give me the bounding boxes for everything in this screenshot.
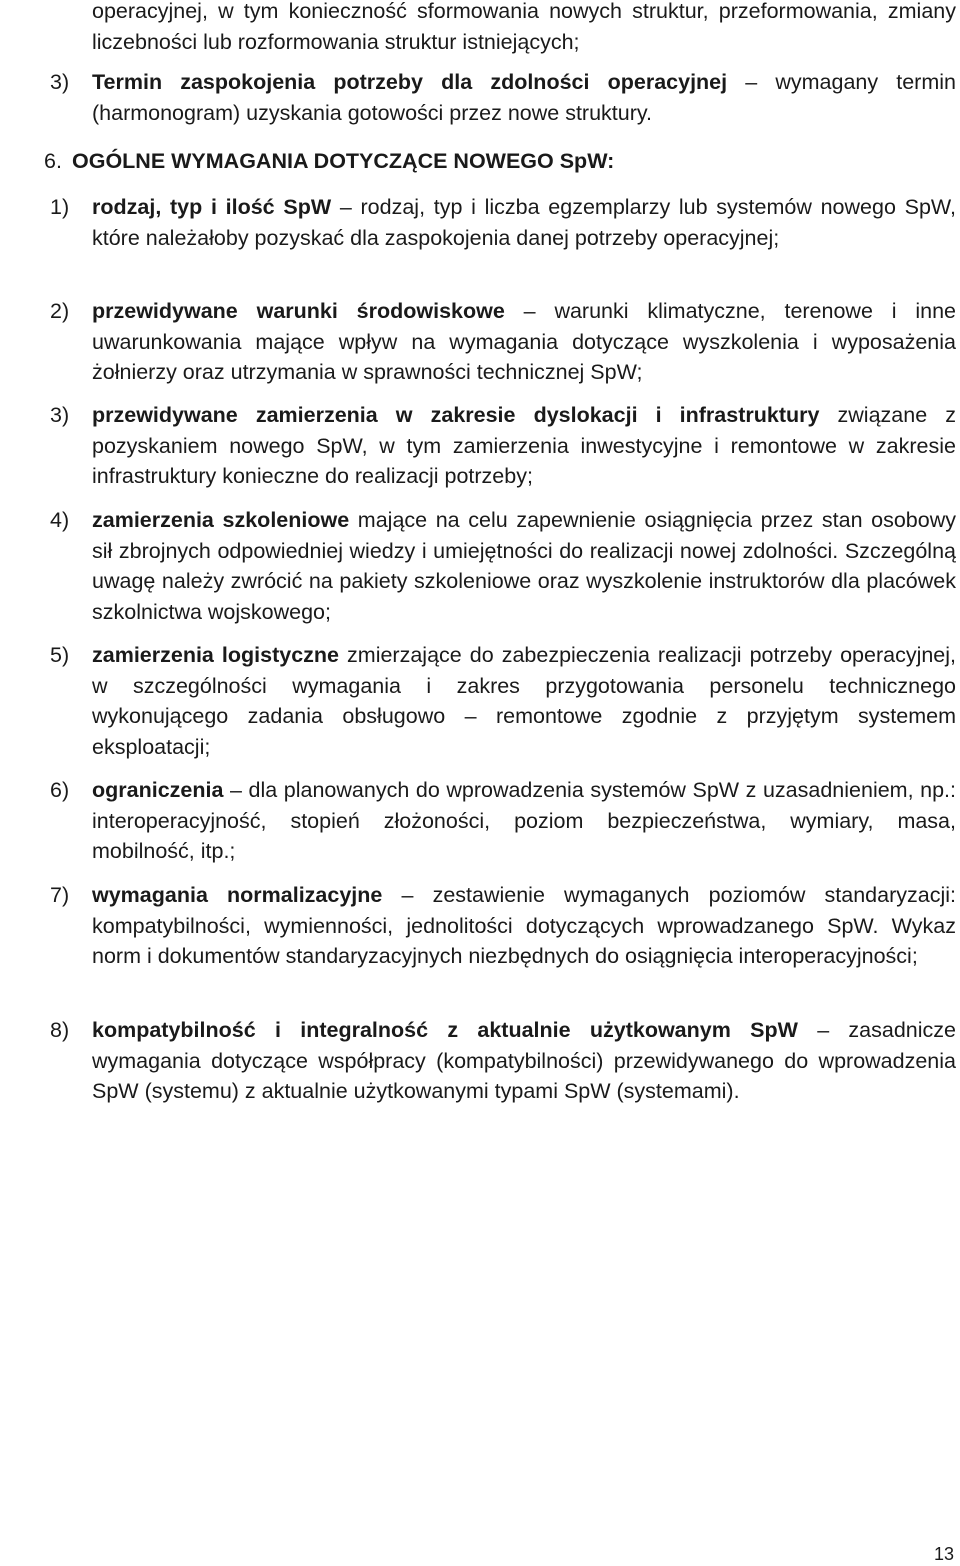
item-7 (92, 880, 956, 972)
item-6 (92, 775, 956, 867)
item-5-term: zamierzenia logistyczne (92, 643, 340, 667)
section-number: 6. (44, 149, 62, 173)
item-4-number: 4) (50, 508, 70, 532)
item-3 (92, 400, 956, 492)
item-5-number: 5) (50, 643, 70, 667)
item-1-term: rodzaj, typ i ilość SpW (92, 195, 332, 219)
item-4-term: zamierzenia szkoleniowe (92, 508, 350, 532)
item-4 (92, 505, 956, 627)
item-3-term: przewidywane zamierzenia w zakresie dyslokacji i infrastruktury (92, 403, 820, 427)
item-2-term: przewidywane warunki środowiskowe (92, 299, 505, 323)
item-3-text: związane z pozyskaniem nowego SpW, w tym zamierzenia inwestycyjne i remontowe w zakresie infrastruktury konieczne do realizacji potrzeby; (92, 403, 956, 488)
intro-item-3-term: Termin zaspokojenia potrzeby dla zdolności operacyjnej (92, 70, 728, 94)
intro-continuation (92, 0, 956, 57)
item-7-term: wymagania normalizacyjne (92, 883, 383, 907)
item-8 (92, 1015, 956, 1107)
intro-continuation-text: operacyjnej, w tym konieczność sformowania nowych struktur, przeformowania, zmiany liczebności lub rozformowania struktur istniejących; (92, 0, 956, 54)
item-7-number: 7) (50, 883, 70, 907)
item-1-text: – rodzaj, typ i liczba egzemplarzy lub systemów nowego SpW, które należałoby pozyskać dla zaspokojenia danej potrzeby operacyjnej; (92, 195, 956, 250)
item-7-text: – zestawienie wymaganych poziomów standaryzacji: kompatybilności, wymienności, jednolitości dotyczących wprowadzanego SpW. Wykaz norm i dokumentów standaryzacyjnych niezbędnych do osiągnięcia interoperacyjności; (92, 883, 956, 968)
item-8-term: kompatybilność i integralność z aktualnie użytkowanym SpW (92, 1018, 798, 1042)
item-5 (92, 640, 956, 762)
page-number: 13 (933, 1544, 954, 1564)
item-5-text: zmierzające do zabezpieczenia realizacji potrzeby operacyjnej, w szczególności wymagania i zakres przygotowania personelu technicznego wykonującego zadania obsługowo – remontowe zgodnie z przyjętym systemem eksploatacji; (92, 643, 957, 759)
intro-item-3-text: – wymagany termin (harmonogram) uzyskania gotowości przez nowe struktury. (92, 70, 956, 125)
item-1-number: 1) (50, 195, 70, 219)
item-6-term: ograniczenia (92, 778, 224, 802)
item-2 (92, 296, 956, 388)
item-6-number: 6) (50, 778, 70, 802)
item-3-number: 3) (50, 403, 70, 427)
intro-item-3-number: 3) (50, 70, 70, 94)
item-4-text: mające na celu zapewnienie osiągnięcia przez stan osobowy sił zbrojnych odpowiedniej wiedzy i umiejętności do realizacji nowej zdolności. Szczególną uwagę należy zwrócić na pakiety szkoleniowe oraz wyszkolenie instruktorów dla placówek szkolnictwa wojskowego; (92, 508, 957, 624)
intro-item-3 (92, 67, 956, 128)
item-2-number: 2) (50, 299, 70, 323)
item-8-number: 8) (50, 1018, 70, 1042)
item-6-text: – dla planowanych do wprowadzenia systemów SpW z uzasadnieniem, np.: interoperacyjność, stopień złożoności, poziom bezpieczeństwa, wymiary, masa, mobilność, itp.; (92, 778, 956, 863)
item-8-text: – zasadnicze wymagania dotyczące współpracy (kompatybilności) przewidywanego do wprowadzenia SpW (systemu) z aktualnie użytkowanymi typami SpW (systemami). (92, 1018, 956, 1103)
section-title: OGÓLNE WYMAGANIA DOTYCZĄCE NOWEGO SpW: (72, 149, 615, 173)
item-1 (92, 192, 956, 253)
item-2-text: – warunki klimatyczne, terenowe i inne uwarunkowania mające wpływ na wymagania dotyczące wyszkolenia i wyposażenia żołnierzy oraz utrzymania w sprawności technicznej SpW; (92, 299, 956, 384)
